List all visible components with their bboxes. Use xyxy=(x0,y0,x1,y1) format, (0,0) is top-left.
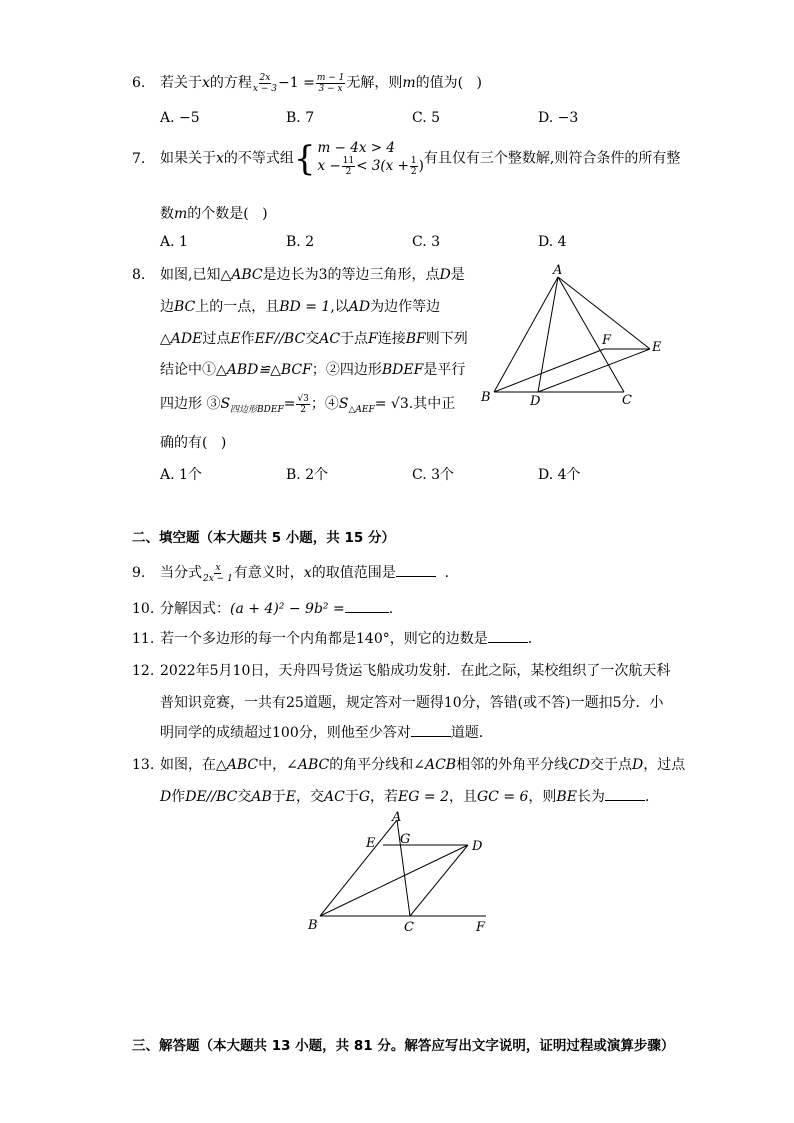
text: 的不等式组 xyxy=(223,150,294,167)
answer-blank[interactable] xyxy=(605,788,645,801)
text: 作 xyxy=(171,789,186,805)
text: ； xyxy=(311,362,326,378)
var: △ABC xyxy=(220,267,263,283)
text: 如图，在 xyxy=(160,757,216,773)
numerator: x xyxy=(215,562,221,573)
text: 如果关于 xyxy=(160,150,216,167)
question-13-line2 xyxy=(160,786,649,806)
option-b[interactable]: B. 2个 xyxy=(286,467,329,483)
option-a[interactable]: A. 1 xyxy=(160,234,188,250)
value: 5 xyxy=(612,695,622,711)
label-c: C xyxy=(404,920,414,935)
text: 数 xyxy=(160,206,174,222)
value: 10 xyxy=(443,695,462,711)
question-number: 7. xyxy=(132,150,146,167)
option-b[interactable]: B. 7 xyxy=(286,110,315,126)
expression: (a + 4)² − 9b² = xyxy=(230,601,345,617)
text: . xyxy=(388,601,394,617)
text: 于点 xyxy=(340,331,369,347)
numerator: 2x xyxy=(259,72,271,83)
var: E xyxy=(230,331,241,347)
question-9 xyxy=(132,562,449,584)
row: m − 4x > 4 xyxy=(317,140,395,156)
text: −1 = xyxy=(277,75,315,91)
question-6 xyxy=(132,72,482,94)
text: 无解，则 xyxy=(346,75,403,91)
text: 于 xyxy=(344,789,359,805)
text: . xyxy=(444,565,450,581)
text: 上的一点，且 xyxy=(195,299,280,315)
var: AB xyxy=(251,789,272,805)
question-number: 6. xyxy=(132,75,146,91)
figure-q8 xyxy=(476,262,672,410)
option-a[interactable]: A. −5 xyxy=(160,110,200,126)
var: △ABC xyxy=(216,757,259,773)
question-8-line3 xyxy=(160,328,468,348)
var: ∠ABC xyxy=(286,757,330,773)
text: 有意义时， xyxy=(233,565,304,581)
figure-q13 xyxy=(300,808,500,938)
question-number: 11. xyxy=(132,631,155,647)
text: 有且仅有三个整数解,则符合条件的所有整 xyxy=(423,150,681,167)
text: ,以 xyxy=(330,299,349,315)
text: .其中正 xyxy=(408,396,456,412)
text: 则下列 xyxy=(425,331,468,347)
option-c[interactable]: C. 3 xyxy=(412,234,441,250)
label-f: F xyxy=(602,333,612,348)
label-e: E xyxy=(366,836,376,851)
brace: { xyxy=(293,138,316,179)
text: 的方程 xyxy=(209,75,252,91)
question-8-line4 xyxy=(160,359,465,379)
text: 当分式 xyxy=(160,565,202,581)
segment-bf xyxy=(494,349,604,392)
text: 分．小 xyxy=(621,695,664,711)
var: x xyxy=(216,150,224,167)
var: DE//BC xyxy=(185,789,238,805)
question-12 xyxy=(132,660,670,680)
fraction xyxy=(253,73,277,94)
var: F xyxy=(368,331,378,347)
text: 若关于 xyxy=(160,75,202,91)
question-12-line2 xyxy=(160,692,664,712)
var: x xyxy=(303,565,312,581)
var: EF//BC xyxy=(254,331,306,347)
circled-number: ② xyxy=(325,362,340,378)
numerator: m − 1 xyxy=(316,72,345,83)
text: 交 xyxy=(237,789,252,805)
text: 的角平分线和 xyxy=(329,757,414,773)
text: 相邻的外角平分线 xyxy=(456,757,569,773)
text: 道题，规定答对一题得 xyxy=(303,695,444,711)
question-number: 8. xyxy=(132,267,146,283)
text: ，过点 xyxy=(643,757,686,773)
text: 的个数是( xyxy=(187,206,249,222)
text: = √3 xyxy=(374,396,409,412)
circled-number: ③ xyxy=(206,396,221,412)
numerator: 1 xyxy=(410,156,417,166)
text: 交于点 xyxy=(590,757,633,773)
fraction xyxy=(410,156,418,177)
option-a[interactable]: A. 1个 xyxy=(160,467,202,483)
text: 是平行 xyxy=(423,362,466,378)
text: 道题． xyxy=(450,725,493,741)
text: ，若 xyxy=(370,789,399,805)
text: 若一个多边形的每一个内角都是 xyxy=(160,631,356,647)
text: 长为 xyxy=(576,789,605,805)
option-b[interactable]: B. 2 xyxy=(286,234,315,250)
text: ，交 xyxy=(296,789,325,805)
text: 为边作等边 xyxy=(370,299,441,315)
fraction xyxy=(203,563,233,584)
text: ，天舟四号货运飞船成功发射．在此之际，某校组织了一次航天科 xyxy=(264,663,671,679)
option-c[interactable]: C. 5 xyxy=(412,110,441,126)
answer-blank[interactable] xyxy=(396,564,436,577)
var: AC xyxy=(319,331,341,347)
question-8-line2 xyxy=(160,296,440,316)
question-8-line5 xyxy=(160,393,455,415)
question-7 xyxy=(132,140,680,177)
label-f: F xyxy=(476,920,486,935)
answer-blank[interactable] xyxy=(488,630,528,643)
text: 普知识竞赛，一共有 xyxy=(160,695,286,711)
value: 25 xyxy=(286,695,304,711)
fraction xyxy=(342,156,355,177)
text: 如图,已知 xyxy=(160,267,221,283)
text: 2022年5月10日 xyxy=(160,663,265,679)
option-d[interactable]: D. −3 xyxy=(538,110,579,126)
var: S xyxy=(220,396,231,412)
text: ) xyxy=(262,206,268,222)
text: 的取值范围是 xyxy=(311,565,396,581)
question-10 xyxy=(132,598,393,618)
denominator: x − 3 xyxy=(252,83,277,94)
var: BC xyxy=(174,299,196,315)
denominator: 2 xyxy=(410,167,417,177)
question-8-line6 xyxy=(160,432,226,452)
text: . xyxy=(527,631,533,647)
text: 边 xyxy=(160,299,174,315)
label-d: D xyxy=(530,394,541,409)
value: 100 xyxy=(272,725,299,741)
label-b: B xyxy=(308,918,318,933)
option-d[interactable]: D. 4个 xyxy=(538,467,581,483)
var: m xyxy=(174,206,188,222)
var: D xyxy=(439,267,451,283)
var: E xyxy=(285,789,297,805)
denominator: 2 xyxy=(345,167,352,177)
var: S xyxy=(338,396,349,412)
text: 四边形 xyxy=(160,396,202,412)
text: ，且 xyxy=(448,789,477,805)
question-13 xyxy=(132,754,685,774)
label-a: A xyxy=(553,263,563,278)
fraction xyxy=(296,394,309,415)
question-number: 9. xyxy=(132,565,146,581)
var: ∠ACB xyxy=(413,757,457,773)
value: 140° xyxy=(356,631,390,647)
text: 于 xyxy=(271,789,286,805)
text: 中， xyxy=(258,757,287,773)
label-e: E xyxy=(652,340,662,355)
row: x − xyxy=(317,158,341,174)
var: G xyxy=(358,789,371,805)
label-c: C xyxy=(622,393,632,408)
option-c[interactable]: C. 3个 xyxy=(412,467,455,483)
var: △ADE xyxy=(160,331,203,347)
segment-de xyxy=(538,349,650,392)
segment-bd xyxy=(320,845,468,916)
text: 确的有( xyxy=(160,435,208,451)
var: AD xyxy=(348,299,371,315)
var: BF xyxy=(405,331,426,347)
question-12-line3 xyxy=(160,722,493,742)
var: AC xyxy=(324,789,345,805)
label-a: A xyxy=(392,810,402,825)
label-b: B xyxy=(481,390,491,405)
var: △ABD≌△BCF xyxy=(216,362,312,378)
var: BD = 1 xyxy=(279,299,331,315)
text: 分，答错(或不答)一题扣 xyxy=(461,695,613,711)
option-d[interactable]: D. 4 xyxy=(538,234,567,250)
text: 过点 xyxy=(202,331,231,347)
var: BDEF xyxy=(381,362,424,378)
question-number: 12. xyxy=(132,663,155,679)
text: 作 xyxy=(240,331,255,347)
text: ； xyxy=(310,396,325,412)
inequality-system xyxy=(318,140,424,177)
numerator: √3 xyxy=(297,393,309,404)
var: D xyxy=(160,789,172,805)
text: 四边形 xyxy=(339,362,382,378)
answer-blank[interactable] xyxy=(345,600,389,613)
var: x xyxy=(202,75,210,91)
section-3-heading: 三、解答题（本大题共 13 小题，共 81 分。解答应写出文字说明，证明过程或演算步骤） xyxy=(132,1038,675,1054)
text: ，则它的边数是 xyxy=(389,631,488,647)
text: 分，则他至少答对 xyxy=(298,725,411,741)
var: m xyxy=(402,75,416,91)
question-8 xyxy=(132,264,465,284)
denominator: 2x − 1 xyxy=(203,573,233,584)
var: CD xyxy=(568,757,591,773)
answer-blank[interactable] xyxy=(411,724,451,737)
question-11 xyxy=(132,628,532,648)
denominator: 3 − x xyxy=(318,83,343,94)
text: 是边长为3的等边三角形，点 xyxy=(262,267,440,283)
text: = xyxy=(283,396,296,412)
label-g: G xyxy=(400,832,411,847)
text: 明同学的成绩超过 xyxy=(160,725,272,741)
question-number: 10. xyxy=(132,601,155,617)
text: 结论中 xyxy=(160,362,202,378)
text: . xyxy=(644,789,650,805)
question-number: 13. xyxy=(132,757,155,773)
section-2-heading: 二、填空题（本大题共 5 小题，共 15 分） xyxy=(132,530,395,546)
text: 交 xyxy=(305,331,320,347)
segment-ac xyxy=(558,277,624,392)
text: ，则 xyxy=(528,789,557,805)
row: ) xyxy=(418,158,424,174)
row: < 3(x + xyxy=(356,158,409,174)
var: GC = 6 xyxy=(476,789,529,805)
text: 的值为( xyxy=(415,75,464,91)
text: ) xyxy=(476,75,482,91)
question-7-line2 xyxy=(160,203,268,223)
circled-number: ① xyxy=(202,362,216,378)
text: 是 xyxy=(450,267,465,283)
fraction xyxy=(316,73,346,94)
subscript: △AEF xyxy=(348,404,375,415)
text: 连接 xyxy=(377,331,406,347)
segment-cd xyxy=(410,845,468,916)
label-d: D xyxy=(472,839,483,854)
var: D xyxy=(632,757,644,773)
numerator: 11 xyxy=(342,156,355,166)
denominator: 2 xyxy=(300,404,307,415)
segment-ab xyxy=(320,820,397,916)
var: BE xyxy=(556,789,577,805)
var: EG = 2 xyxy=(398,789,449,805)
text: 分解因式： xyxy=(160,601,230,617)
text: ) xyxy=(220,435,227,451)
circled-number: ④ xyxy=(324,396,339,412)
subscript: 四边形BDEF xyxy=(230,404,284,415)
